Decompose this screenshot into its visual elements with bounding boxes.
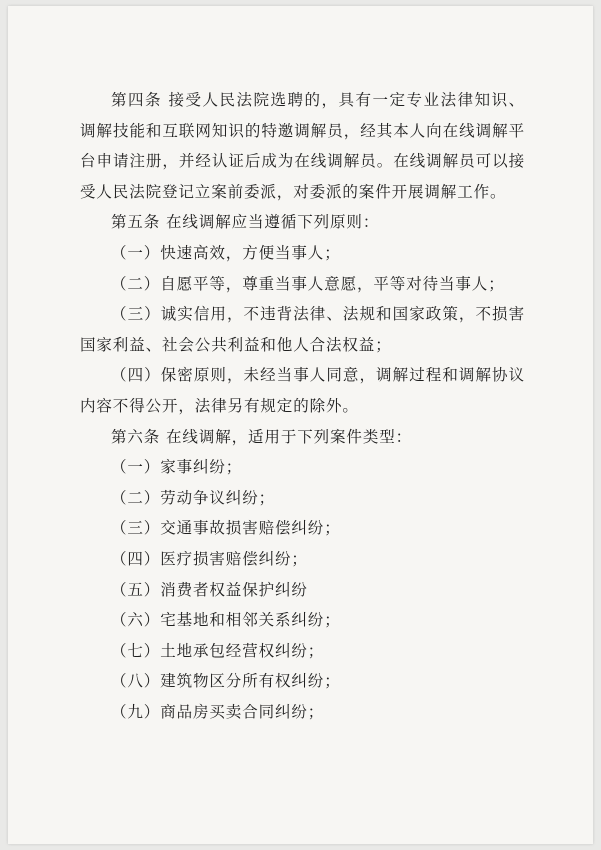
article-6-item-4: （四）医疗损害赔偿纠纷；	[111, 549, 308, 568]
article-5-heading: 第五条 在线调解应当遵循下列原则：	[111, 213, 380, 232]
article-6-item-7: （七）土地承包经营权纠纷；	[111, 641, 325, 660]
article-4-paragraph: 第四条 接受人民法院选聘的，具有一定专业法律知识、调解技能和互联网知识的特邀调解员，经其本人向在线调解平台申请注册，并经认证后成为在线调解员。在线调解员可以接受人民法院登记立案前委派，对委派的案件开展调解工作。	[80, 91, 525, 201]
article-6-item-9: （九）商品房买卖合同纠纷；	[111, 702, 325, 721]
article-6-item-8: （八）建筑物区分所有权纠纷；	[111, 672, 341, 691]
article-6-item-6: （六）宅基地和相邻关系纠纷；	[111, 611, 341, 630]
article-6-item-1: （一）家事纠纷；	[111, 458, 243, 477]
article-6-item-5: （五）消费者权益保护纠纷	[111, 580, 308, 599]
article-6-item-3: （三）交通事故损害赔偿纠纷；	[111, 519, 341, 538]
article-6-item-2: （二）劳动争议纠纷；	[111, 488, 276, 507]
article-5-item-3: （三）诚实信用，不违背法律、法规和国家政策，不损害国家利益、社会公共利益和他人合法权益；	[80, 305, 525, 354]
article-6-heading: 第六条 在线调解，适用于下列案件类型：	[111, 427, 413, 446]
article-5-item-1: （一）快速高效，方便当事人；	[111, 243, 341, 262]
document-body	[80, 85, 525, 727]
document-page	[8, 6, 593, 844]
article-5-item-4: （四）保密原则，未经当事人同意，调解过程和调解协议内容不得公开，法律另有规定的除外。	[80, 366, 525, 415]
article-5-item-2: （二）自愿平等，尊重当事人意愿，平等对待当事人；	[111, 274, 505, 293]
